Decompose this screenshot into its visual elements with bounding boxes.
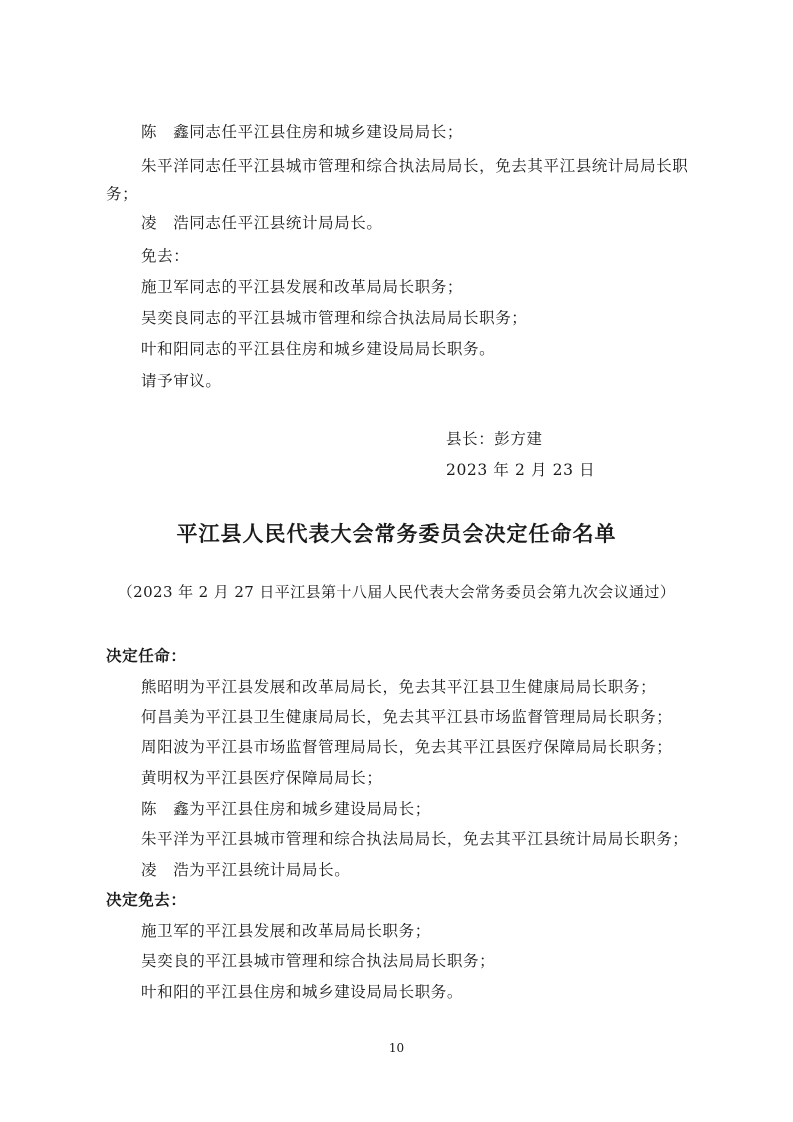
report-line: 施卫军同志的平江县发展和改革局局长职务；	[141, 278, 464, 296]
report-line: 务；	[106, 185, 139, 203]
appointment-item: 熊昭明为平江县发展和改革局局长，免去其平江县卫生健康局局长职务；	[141, 678, 657, 696]
appointment-item: 朱平洋为平江县城市管理和综合执法局局长，免去其平江县统计局局长职务；	[141, 830, 689, 848]
report-line: 吴奕良同志的平江县城市管理和综合执法局局长职务；	[141, 309, 528, 327]
remove-heading: 决定免去：	[106, 891, 187, 909]
signature: 县长：彭方建	[446, 430, 543, 448]
report-line: 朱平洋同志任平江县城市管理和综合执法局局长，免去其平江县统计局局长职	[141, 157, 689, 175]
removal-item: 施卫军的平江县发展和改革局局长职务；	[141, 922, 431, 940]
appointment-item: 凌 浩为平江县统计局局长。	[141, 861, 351, 879]
appointment-item: 陈 鑫为平江县住房和城乡建设局局长；	[141, 800, 431, 818]
report-date: 2023 年 2 月 23 日	[446, 461, 596, 479]
appointment-item: 何昌美为平江县卫生健康局局长，免去其平江县市场监督管理局局长职务；	[141, 708, 673, 726]
report-line: 免去：	[141, 247, 190, 265]
appointment-item: 黄明权为平江县医疗保障局局长；	[141, 769, 383, 787]
report-line: 叶和阳同志的平江县住房和城乡建设局局长职务。	[141, 340, 496, 358]
appointment-item: 周阳波为平江县市场监督管理局局长，免去其平江县医疗保障局局长职务；	[141, 738, 673, 756]
page-title: 平江县人民代表大会常务委员会决定任命名单	[176, 522, 617, 546]
report-line: 凌 浩同志任平江县统计局局长。	[141, 214, 383, 232]
removal-item: 吴奕良的平江县城市管理和综合执法局局长职务；	[141, 952, 496, 970]
removal-item: 叶和阳的平江县住房和城乡建设局局长职务。	[141, 983, 464, 1001]
page-number: 10	[388, 1041, 405, 1055]
report-line: 陈 鑫同志任平江县住房和城乡建设局局长；	[141, 123, 464, 141]
page-subtitle: （2023 年 2 月 27 日平江县第十八届人民代表大会常务委员会第九次会议通过）	[117, 583, 676, 601]
report-line: 请予审议。	[141, 372, 222, 390]
appoint-heading: 决定任命：	[106, 647, 187, 665]
